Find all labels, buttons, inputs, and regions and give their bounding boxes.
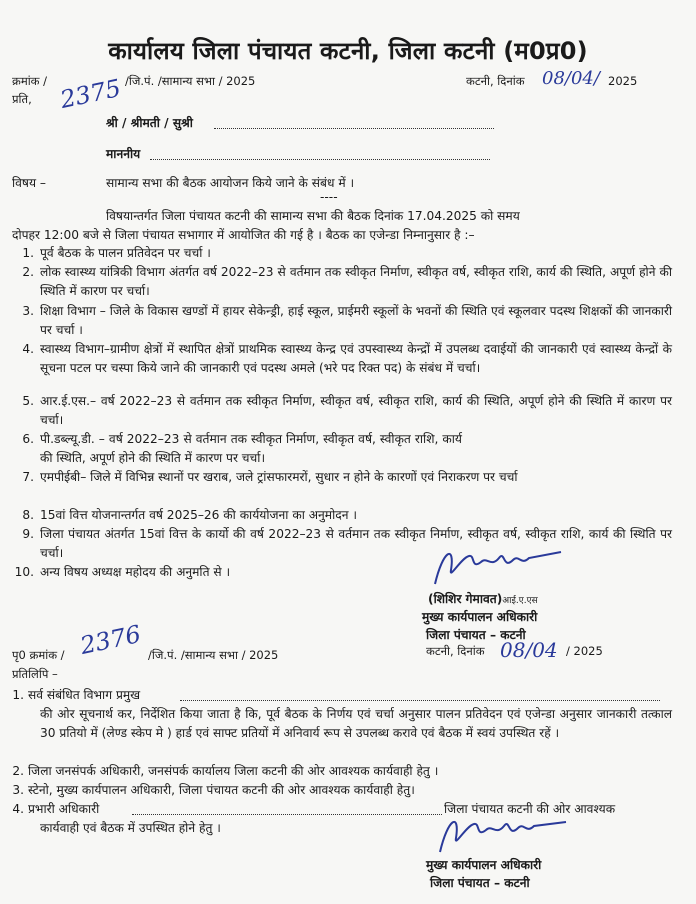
copy-item-blank <box>132 804 442 815</box>
ref-label: क्रमांक / <box>12 74 48 88</box>
copy-label: प्रतिलिपि – <box>12 667 58 681</box>
copy-item: 4. प्रभारी अधिकारी जिला पंचायत कटनी की ओर आवश्यक कार्यवाही एवं बैठक में उपस्थित होने हेतु । <box>12 802 616 835</box>
agenda-item: 7. एमपीईबी– जिले में विभिन्न स्थानों पर खराब, जले ट्रांसफारमरों, सुधार न होने के कारणों एवं निराकरण पर चर्चा <box>22 470 518 484</box>
agenda-item: 3. शिक्षा विभाग – जिले के विकास खण्डों में हायर सेकेन्ड्री, हाई स्कूल, प्राईमरी स्कूलों के भवनों की स्थिति एवं स्कूलवार पदस्थ शिक्षकों की जानकारी पर चर्चा । <box>22 304 672 337</box>
addressee-name-blank <box>214 118 494 129</box>
copy-item-blank <box>180 690 660 701</box>
intro-line-2: दोपहर 12:00 बजे से जिला पंचायत सभागार में आयोजित की गई है । बैठक का एजेन्डा निम्नानुसार है :– <box>12 228 475 242</box>
copy-date-year: / 2025 <box>566 644 603 658</box>
signature-scrawl-2 <box>430 808 570 856</box>
agenda-item: 2. लोक स्वास्थ्य यांत्रिकी विभाग अंतर्गत वर्ष 2022–23 से वर्तमान तक स्वीकृत निर्माण, स्वीकृत वर्ष, स्वीकृत राशि, कार्य की स्थिति, अपूर्ण होने की स्थिति में कारण पर चर्चा। <box>22 265 672 298</box>
copy-item: 2. जिला जनसंपर्क अधिकारी, जनसंपर्क कार्यालय जिला कटनी की ओर आवश्यक कार्यवाही हेतु । <box>12 764 439 778</box>
agenda-item: 4. स्वास्थ्य विभाग–ग्रामीण क्षेत्रों में स्थापित क्षेत्रों प्राथमिक स्वास्थ्य केन्द्र एवं उपस्वास्थ्य केन्द्रों में उपलब्ध दवाईयों की जानकारी एवं स्वास्थ्य केन्द्रों के सूचना पटल पर चस्पा किये जाने की जानकारी एवं पदस्थ अमले (भरे पद रिक्त पद) के संबंध में चर्चा। <box>22 342 672 375</box>
copy-ref-number-handwritten: 2376 <box>77 619 144 661</box>
copy-item: 3. स्टेनो, मुख्य कार्यपालन अधिकारी, जिला पंचायत कटनी की ओर आवश्यक कार्यवाही हेतु। <box>12 783 415 797</box>
date-year: 2025 <box>608 74 638 88</box>
intro-line-1: विषयान्तर्गत जिला पंचायत कटनी की सामान्य सभा की बैठक दिनांक 17.04.2025 को समय <box>106 209 520 223</box>
copy-ref-suffix: /जि.पं. /सामान्य सभा / 2025 <box>148 648 279 662</box>
copy-ref-label: पृ0 क्रमांक / <box>12 648 65 662</box>
signatory-designation: मुख्य कार्यपालन अधिकारी <box>422 610 538 624</box>
copy-date-handwritten: 08/04 <box>500 638 558 662</box>
addressee-honorific: माननीय <box>106 147 141 161</box>
date-handwritten: 08/04/ <box>542 68 600 89</box>
copy-item: 1. सर्व संबंधित विभाग प्रमुख की ओर सूचनार्थ कर, निर्देशित किया जाता है कि, पूर्व बैठक के निर्णय एवं चर्चा अनुसार पालन प्रतिवेदन एवं एजेन्डा अनुसार जानकारी तत्काल 30 प्रतियो में (लेण्ड स्केप मे ) हार्ड एवं साफ्ट प्रतियों में अनिवार्य रूप से उपलब्ध करावे एवं बैठक में स्वयं उपस्थित रहें । <box>12 688 672 740</box>
office-title: कार्यालय जिला पंचायत कटनी, जिला कटनी (म0प्र0) <box>108 37 588 65</box>
agenda-item: 1. पूर्व बैठक के पालन प्रतिवेदन पर चर्चा । <box>22 246 211 260</box>
subject-text: सामान्य सभा की बैठक आयोजन किये जाने के संबंध में । <box>106 176 355 190</box>
agenda-item: 8. 15वां वित्त योजनान्तर्गत वर्ष 2025–26 की कार्ययोजना का अनुमोदन । <box>22 508 357 522</box>
addressee-salutation: श्री / श्रीमती / सुश्री <box>106 116 193 130</box>
svg-text:Shishir: Shishir <box>490 822 494 823</box>
subject-label: विषय – <box>12 176 47 190</box>
signatory-office-2: जिला पंचायत – कटनी <box>430 876 530 890</box>
ref-suffix: /जि.पं. /सामान्य सभा / 2025 <box>125 74 256 88</box>
signatory-designation-2: मुख्य कार्यपालन अधिकारी <box>426 858 542 872</box>
subject-divider: ---- <box>320 190 338 204</box>
signatory-name: (शिशिर गेमावत)आई.ए.एस <box>428 592 538 606</box>
date-label: कटनी, दिनांक <box>466 74 525 88</box>
svg-text:Shishir: Shishir <box>485 554 489 555</box>
agenda-item: 9. जिला पंचायत अंतर्गत 15वां वित्त के कार्यो की वर्ष 2022–23 से वर्तमान तक स्वीकृत निर्माण, स्वीकृत वर्ष, स्वीकृत राशि, कार्य की स्थिति पर चर्चा। <box>22 527 672 560</box>
addressee-title-blank <box>150 149 490 160</box>
copy-date-label: कटनी, दिनांक <box>426 644 485 658</box>
signatory-office: जिला पंचायत – कटनी <box>426 628 526 642</box>
to-label: प्रति, <box>12 92 32 106</box>
signature-scrawl-1 <box>425 540 565 590</box>
agenda-item: 10. अन्य विषय अध्यक्ष महोदय की अनुमति से । <box>14 565 231 579</box>
ref-number-handwritten: 2375 <box>57 73 124 115</box>
agenda-item: 6. पी.डब्ल्यू.डी. – वर्ष 2022–23 से वर्तमान तक स्वीकृत निर्माण, स्वीकृत वर्ष, स्वीकृत राशि, कार्य की स्थिति, अपूर्ण होने की स्थिति में कारण पर चर्चा। <box>22 432 462 465</box>
agenda-item: 5. आर.ई.एस.– वर्ष 2022–23 से वर्तमान तक स्वीकृत निर्माण, स्वीकृत वर्ष, स्वीकृत राशि, कार्य की स्थिति, अपूर्ण होने की स्थिति में कारण पर चर्चा। <box>22 394 672 427</box>
